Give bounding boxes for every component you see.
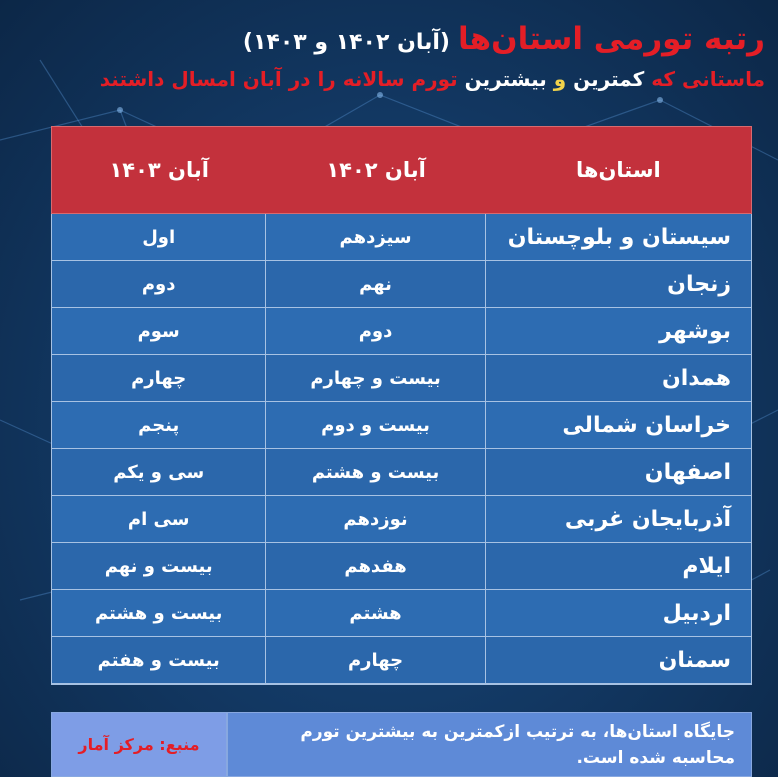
province-cell: اردبیل: [662, 600, 731, 626]
header-aban-1403: آبان ۱۴۰۳: [109, 158, 209, 182]
province-cell: سیستان و بلوچستان: [507, 224, 731, 250]
rank-1402-cell: سیزدهم: [266, 214, 485, 260]
table-row: [52, 449, 751, 496]
title-block: [10, 18, 765, 94]
subtitle-cut-prefix: م: [752, 67, 765, 91]
source-label: منبع: مرکز آمار: [51, 712, 227, 777]
province-cell: خراسان شمالی: [562, 412, 731, 438]
rank-1403-cell: بیست و هفتم: [52, 637, 266, 683]
province-cell: همدان: [661, 365, 731, 391]
rank-1403-cell: پنجم: [52, 402, 266, 448]
subtitle: [10, 64, 765, 94]
rank-1403-cell: بیست و هشتم: [52, 590, 266, 636]
footer-note: جایگاه استان‌ها، به ترتیب ازکمترین به بیشترین تورم محاسبه شده است.: [227, 712, 752, 777]
province-cell: زنجان: [667, 271, 731, 297]
table-row: [52, 214, 751, 261]
rank-1402-cell: هشتم: [266, 590, 485, 636]
title-period: (آبان ۱۴۰۲ و ۱۴۰۳): [242, 30, 450, 55]
table-row: [52, 590, 751, 637]
rank-1403-cell: چهارم: [52, 355, 266, 401]
province-cell: اصفهان: [644, 459, 731, 485]
table-row: [52, 637, 751, 684]
subtitle-part1: استانی که: [651, 67, 753, 91]
table-row: [52, 543, 751, 590]
subtitle-and: و: [553, 67, 567, 91]
rank-1402-cell: هفدهم: [266, 543, 485, 589]
province-cell: سمنان: [658, 647, 731, 673]
subtitle-part5: تورم سالانه را در آبان امسال داشتند: [99, 67, 458, 91]
table-row: [52, 402, 751, 449]
table-row: [52, 496, 751, 543]
subtitle-lowest: کمترین: [573, 67, 645, 91]
table-body: [51, 214, 752, 685]
rank-1403-cell: دوم: [52, 261, 266, 307]
rank-1403-cell: بیست و نهم: [52, 543, 266, 589]
rank-1402-cell: چهارم: [266, 637, 485, 683]
footer: [51, 712, 752, 777]
province-cell: آذربایجان غربی: [564, 506, 731, 532]
subtitle-highest: بیشترین: [464, 67, 547, 91]
table-row: [52, 308, 751, 355]
page-title: [10, 18, 765, 64]
rank-1402-cell: بیست و چهارم: [266, 355, 485, 401]
rank-1403-cell: سی ام: [52, 496, 266, 542]
table-row: [52, 355, 751, 402]
title-text: رتبه تورمی استان‌ها: [457, 21, 765, 57]
header-province: استان‌ها: [576, 158, 661, 182]
rank-1402-cell: نوزدهم: [266, 496, 485, 542]
ranking-table: [51, 126, 752, 685]
rank-1402-cell: بیست و هشتم: [266, 449, 485, 495]
header-aban-1402: آبان ۱۴۰۲: [326, 158, 426, 182]
rank-1402-cell: نهم: [266, 261, 485, 307]
rank-1403-cell: سوم: [52, 308, 266, 354]
table-header: [51, 126, 752, 214]
rank-1402-cell: دوم: [266, 308, 485, 354]
rank-1402-cell: بیست و دوم: [266, 402, 485, 448]
rank-1403-cell: اول: [52, 214, 266, 260]
rank-1403-cell: سی و یکم: [52, 449, 266, 495]
province-cell: ایلام: [682, 553, 731, 579]
table-row: [52, 261, 751, 308]
province-cell: بوشهر: [659, 318, 731, 344]
